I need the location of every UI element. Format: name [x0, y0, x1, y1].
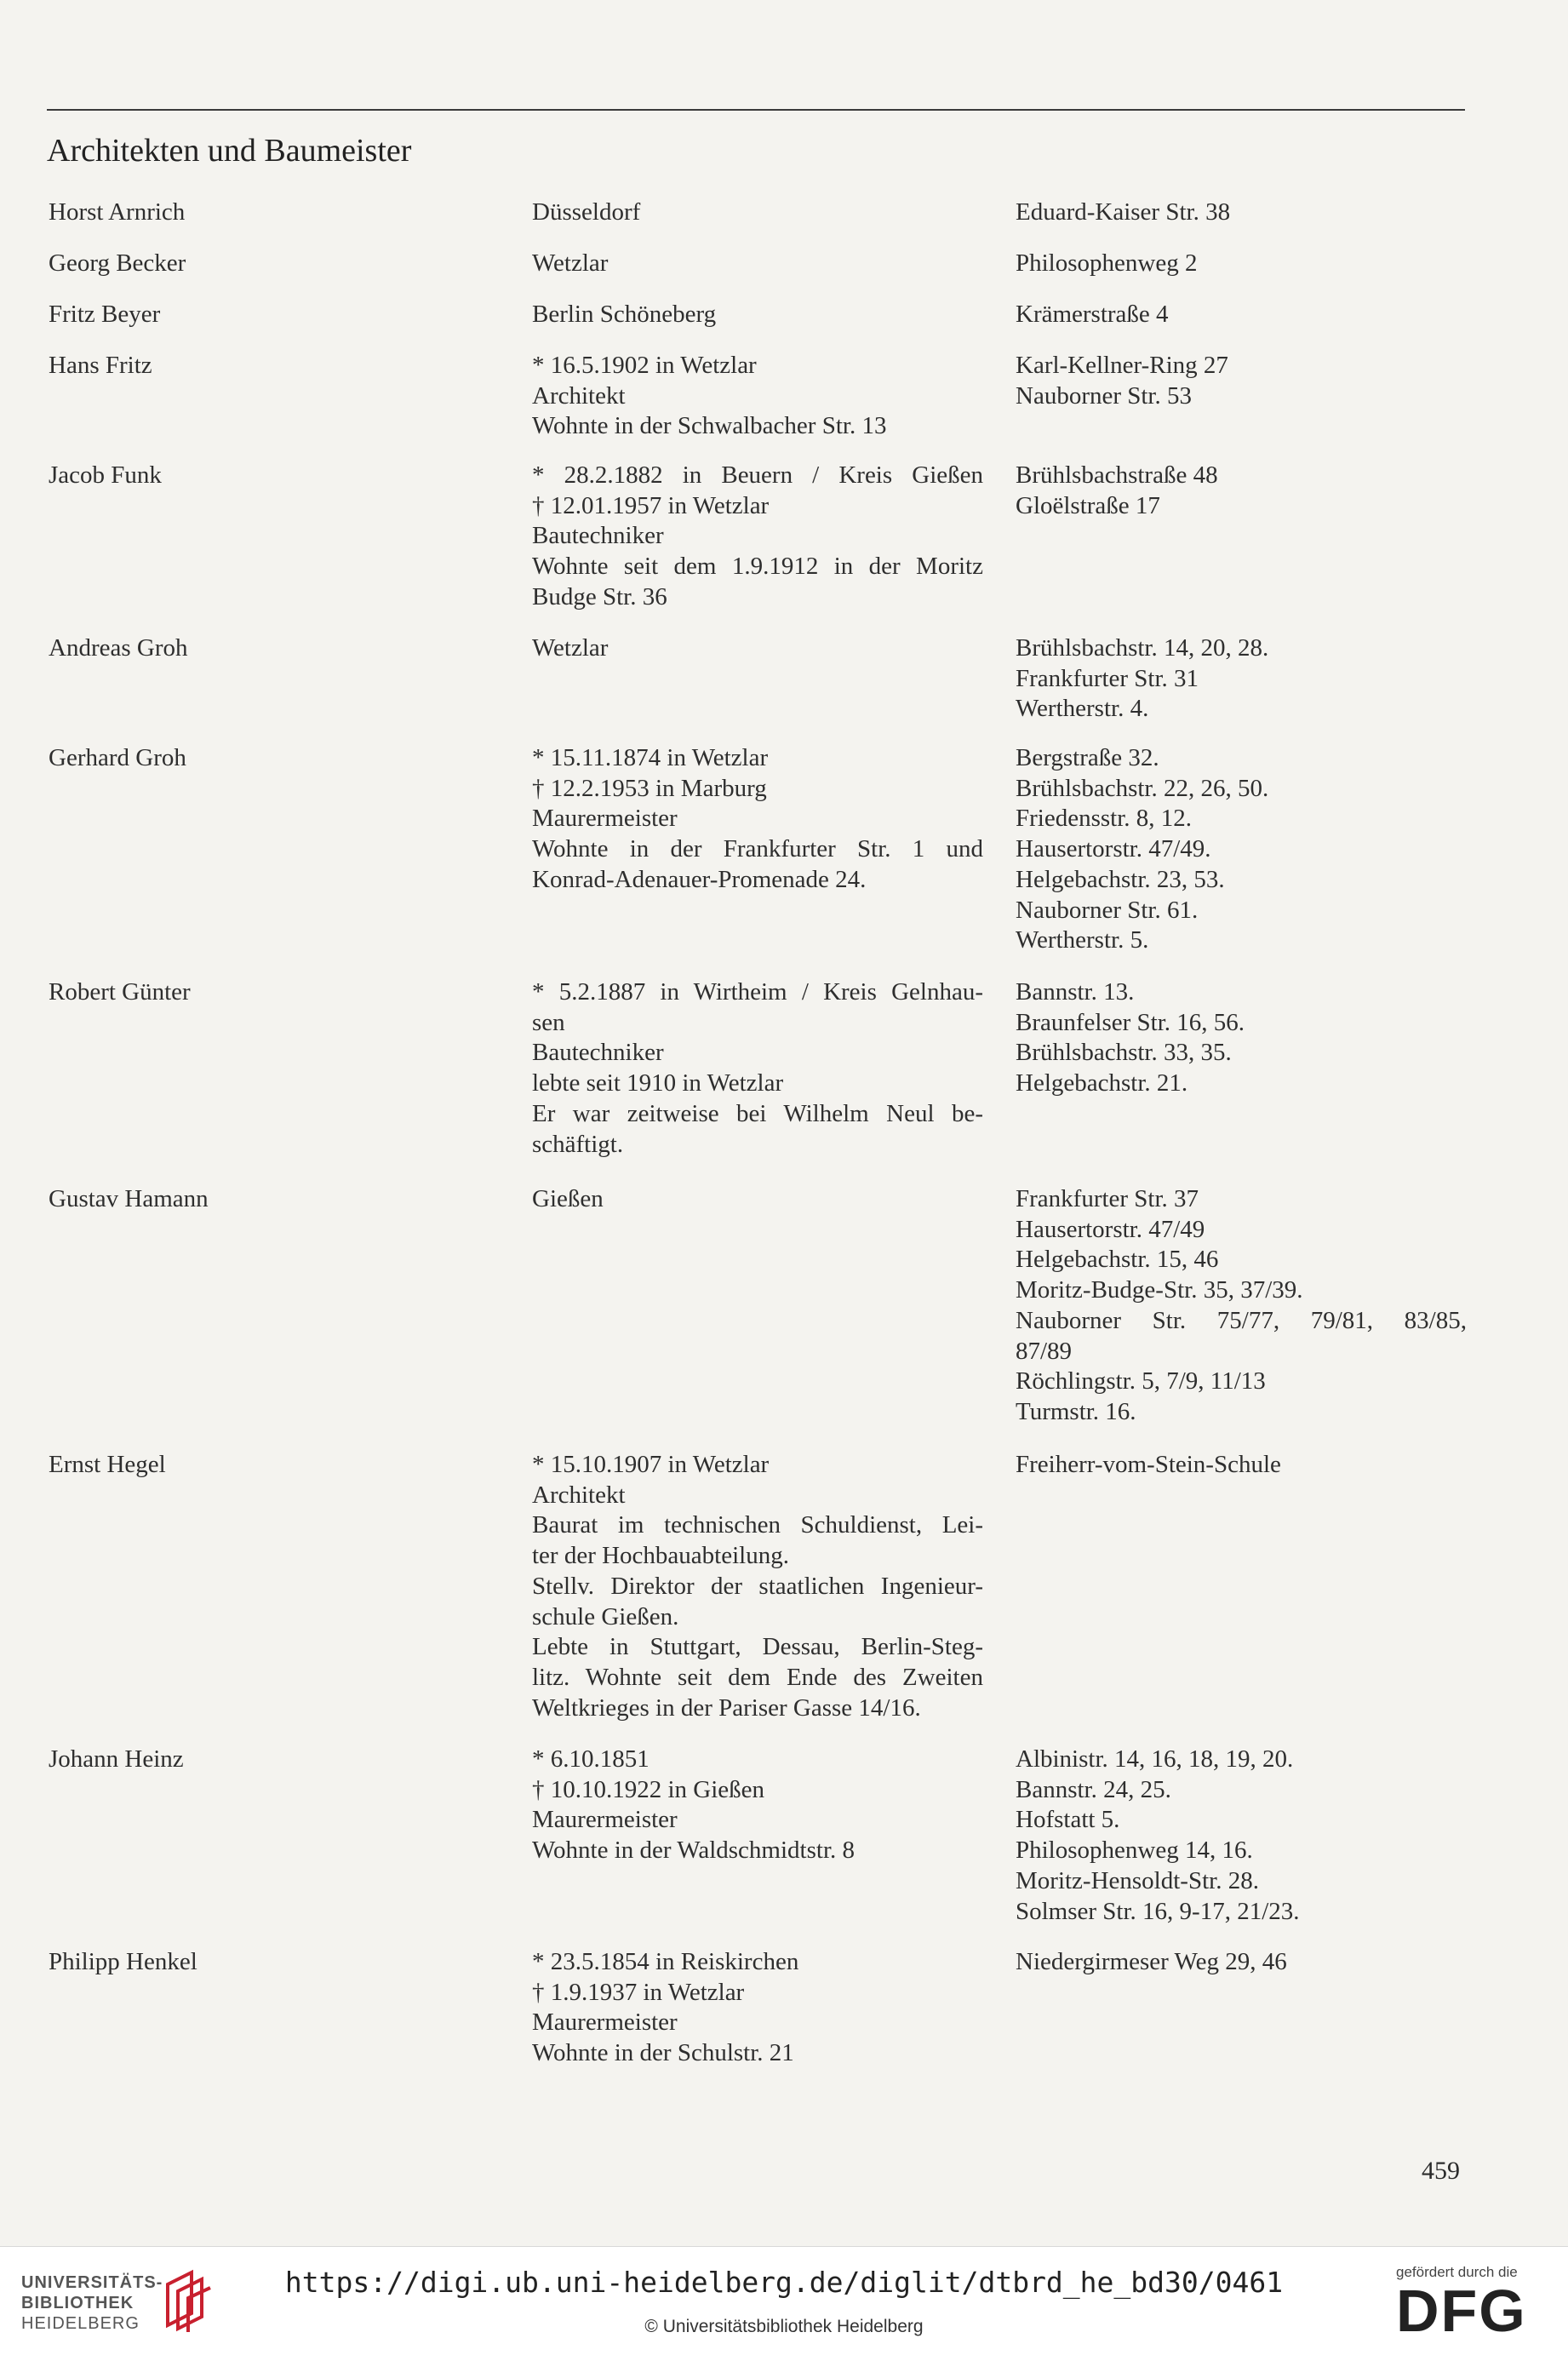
address-line: Helgebachstr. 23, 53.: [1016, 865, 1225, 893]
info-line: Wohnte in der Frankfurter Str. 1 und: [532, 835, 983, 863]
building-addresses: [1016, 300, 1467, 330]
info-line: Berlin Schöneberg: [532, 301, 717, 328]
info-line: Architekt: [532, 1481, 626, 1509]
info-line: schäftigt.: [532, 1130, 624, 1158]
info-line: sen: [532, 1008, 565, 1036]
info-line: † 1.9.1937 in Wetzlar: [532, 1978, 745, 2006]
person-name: Johann Heinz: [49, 1745, 184, 1773]
biographical-info: [532, 743, 983, 896]
permalink-url[interactable]: https://digi.ub.uni-heidelberg.de/diglit/dtbrd_he_bd30/0461: [284, 2266, 1284, 2299]
address-line: Bannstr. 24, 25.: [1016, 1775, 1171, 1803]
address-line: Frankfurter Str. 31: [1016, 664, 1199, 692]
address-line: Hausertorstr. 47/49.: [1016, 835, 1211, 863]
info-line: † 12.2.1953 in Marburg: [532, 774, 767, 802]
info-line: Wetzlar: [532, 634, 609, 662]
info-line: schule Gießen.: [532, 1602, 679, 1630]
person-name: Jacob Funk: [49, 461, 162, 489]
info-line: Düsseldorf: [532, 198, 641, 226]
address-line: Eduard-Kaiser Str. 38: [1016, 198, 1231, 226]
copyright-notice: © Universitätsbibliothek Heidelberg: [644, 2317, 924, 2336]
address-line: Brühlsbachstr. 33, 35.: [1016, 1039, 1232, 1067]
address-line: Bannstr. 13.: [1016, 978, 1135, 1006]
library-line-3: HEIDELBERG: [21, 2314, 140, 2333]
info-line: * 15.11.1874 in Wetzlar: [532, 744, 769, 771]
info-line: † 12.01.1957 in Wetzlar: [532, 491, 770, 519]
info-line: Baurat im technischen Schuldienst, Lei-: [532, 1511, 983, 1539]
address-line: Niedergirmeser Weg 29, 46: [1016, 1948, 1287, 1975]
address-line: Karl-Kellner-Ring 27: [1016, 352, 1228, 379]
biographical-info: [532, 633, 983, 664]
address-line: Friedensstr. 8, 12.: [1016, 805, 1193, 833]
info-line: * 15.10.1907 in Wetzlar: [532, 1451, 770, 1478]
biographical-info: [532, 351, 983, 442]
page-heading: Architekten und Baumeister: [47, 133, 412, 169]
library-line-1: UNIVERSITÄTS-: [21, 2273, 163, 2292]
address-line: Wertherstr. 4.: [1016, 695, 1149, 723]
address-line: Röchlingstr. 5, 7/9, 11/13: [1016, 1367, 1266, 1395]
info-line: Gießen: [532, 1185, 604, 1212]
address-line: Hausertorstr. 47/49: [1016, 1215, 1205, 1243]
address-line: Frankfurter Str. 37: [1016, 1185, 1199, 1212]
address-line: Albinistr. 14, 16, 18, 19, 20.: [1016, 1745, 1294, 1773]
info-line: ter der Hochbauabteilung.: [532, 1542, 789, 1570]
biographical-info: [532, 461, 983, 613]
biographical-info: [532, 198, 983, 228]
address-line: Moritz-Budge-Str. 35, 37/39.: [1016, 1276, 1303, 1304]
building-addresses: [1016, 633, 1467, 725]
building-addresses: [1016, 249, 1467, 279]
person-name: Gerhard Groh: [49, 744, 186, 771]
biographical-info: [532, 1184, 983, 1215]
address-line: Brühlsbachstr. 14, 20, 28.: [1016, 634, 1269, 662]
address-line: Moritz-Hensoldt-Str. 28.: [1016, 1866, 1259, 1894]
address-line: Freiherr-vom-Stein-Schule: [1016, 1451, 1281, 1478]
address-line: Bergstraße 32.: [1016, 744, 1159, 771]
person-name: Fritz Beyer: [49, 301, 161, 328]
info-line: Maurermeister: [532, 1806, 678, 1834]
building-addresses: [1016, 1745, 1467, 1927]
address-line: Brühlsbachstraße 48: [1016, 461, 1218, 489]
info-line: litz. Wohnte seit dem Ende des Zweiten: [532, 1663, 983, 1691]
footer-bar: [0, 2246, 1568, 2361]
person-name: Ernst Hegel: [49, 1451, 166, 1478]
address-line: Nauborner Str. 75/77, 79/81, 83/85,: [1016, 1306, 1467, 1334]
info-line: Maurermeister: [532, 2009, 678, 2037]
address-line: Nauborner Str. 53: [1016, 381, 1192, 410]
address-line: Wertherstr. 5.: [1016, 926, 1149, 954]
funder-caption: gefördert durch die: [1396, 2264, 1518, 2280]
person-name: Hans Fritz: [49, 352, 152, 379]
info-line: * 5.2.1887 in Wirtheim / Kreis Gelnhau-: [532, 978, 983, 1006]
address-line: Philosophenweg 14, 16.: [1016, 1837, 1253, 1865]
building-addresses: [1016, 1947, 1467, 1978]
person-name: Philipp Henkel: [49, 1948, 197, 1975]
info-line: Stellv. Direktor der staatlichen Ingenieur-: [532, 1572, 983, 1600]
info-line: * 23.5.1854 in Reiskirchen: [532, 1948, 799, 1975]
info-line: Architekt: [532, 381, 626, 410]
info-line: Wohnte in der Schwalbacher Str. 13: [532, 412, 887, 440]
person-name: Andreas Groh: [49, 634, 188, 662]
person-name: Georg Becker: [49, 249, 186, 277]
info-line: Wohnte in der Waldschmidtstr. 8: [532, 1837, 855, 1865]
person-name: Gustav Hamann: [49, 1185, 209, 1212]
building-addresses: [1016, 198, 1467, 228]
address-line: Braunfelser Str. 16, 56.: [1016, 1008, 1245, 1036]
building-addresses: [1016, 743, 1467, 956]
biographical-info: [532, 300, 983, 330]
building-addresses: [1016, 1450, 1467, 1481]
person-name: Horst Arnrich: [49, 198, 186, 226]
address-line: Solmser Str. 16, 9-17, 21/23.: [1016, 1897, 1300, 1925]
person-name: Robert Günter: [49, 978, 191, 1006]
address-line: Brühlsbachstr. 22, 26, 50.: [1016, 774, 1269, 802]
biographical-info: [532, 249, 983, 279]
info-line: * 6.10.1851: [532, 1745, 650, 1773]
biographical-info: [532, 1450, 983, 1723]
info-line: Maurermeister: [532, 805, 678, 833]
building-addresses: [1016, 977, 1467, 1099]
info-line: † 10.10.1922 in Gießen: [532, 1775, 765, 1803]
address-line: Gloëlstraße 17: [1016, 491, 1160, 519]
building-addresses: [1016, 1184, 1467, 1428]
address-line: Helgebachstr. 21.: [1016, 1069, 1188, 1097]
page-number: 459: [1422, 2157, 1460, 2185]
address-line: Turmstr. 16.: [1016, 1397, 1136, 1425]
info-line: Weltkrieges in der Pariser Gasse 14/16.: [532, 1693, 921, 1722]
address-line: Nauborner Str. 61.: [1016, 896, 1199, 924]
info-line: * 28.2.1882 in Beuern / Kreis Gießen: [532, 461, 983, 489]
address-line: Hofstatt 5.: [1016, 1806, 1120, 1834]
address-line: Krämerstraße 4: [1016, 301, 1169, 328]
info-line: lebte seit 1910 in Wetzlar: [532, 1069, 784, 1097]
address-line: Helgebachstr. 15, 46: [1016, 1246, 1219, 1274]
info-line: Wohnte in der Schulstr. 21: [532, 2039, 794, 2067]
building-addresses: [1016, 461, 1467, 521]
info-line: Bautechniker: [532, 1039, 664, 1067]
info-line: Bautechniker: [532, 522, 664, 550]
dfg-logo[interactable]: DFG: [1396, 2278, 1527, 2344]
address-line: 87/89: [1016, 1337, 1073, 1365]
info-line: * 16.5.1902 in Wetzlar: [532, 352, 757, 379]
biographical-info: [532, 1947, 983, 2069]
info-line: Budge Str. 36: [532, 582, 667, 610]
building-addresses: [1016, 351, 1467, 411]
info-line: Wohnte seit dem 1.9.1912 in der Moritz: [532, 553, 983, 581]
library-line-2: BIBLIOTHEK: [21, 2294, 134, 2312]
address-line: Philosophenweg 2: [1016, 249, 1198, 277]
info-line: Er war zeitweise bei Wilhelm Neul be-: [532, 1099, 983, 1127]
info-line: Lebte in Stuttgart, Dessau, Berlin-Steg-: [532, 1633, 983, 1661]
info-line: Konrad-Adenauer-Promenade 24.: [532, 865, 867, 893]
biographical-info: [532, 977, 983, 1160]
info-line: Wetzlar: [532, 249, 609, 277]
biographical-info: [532, 1745, 983, 1866]
